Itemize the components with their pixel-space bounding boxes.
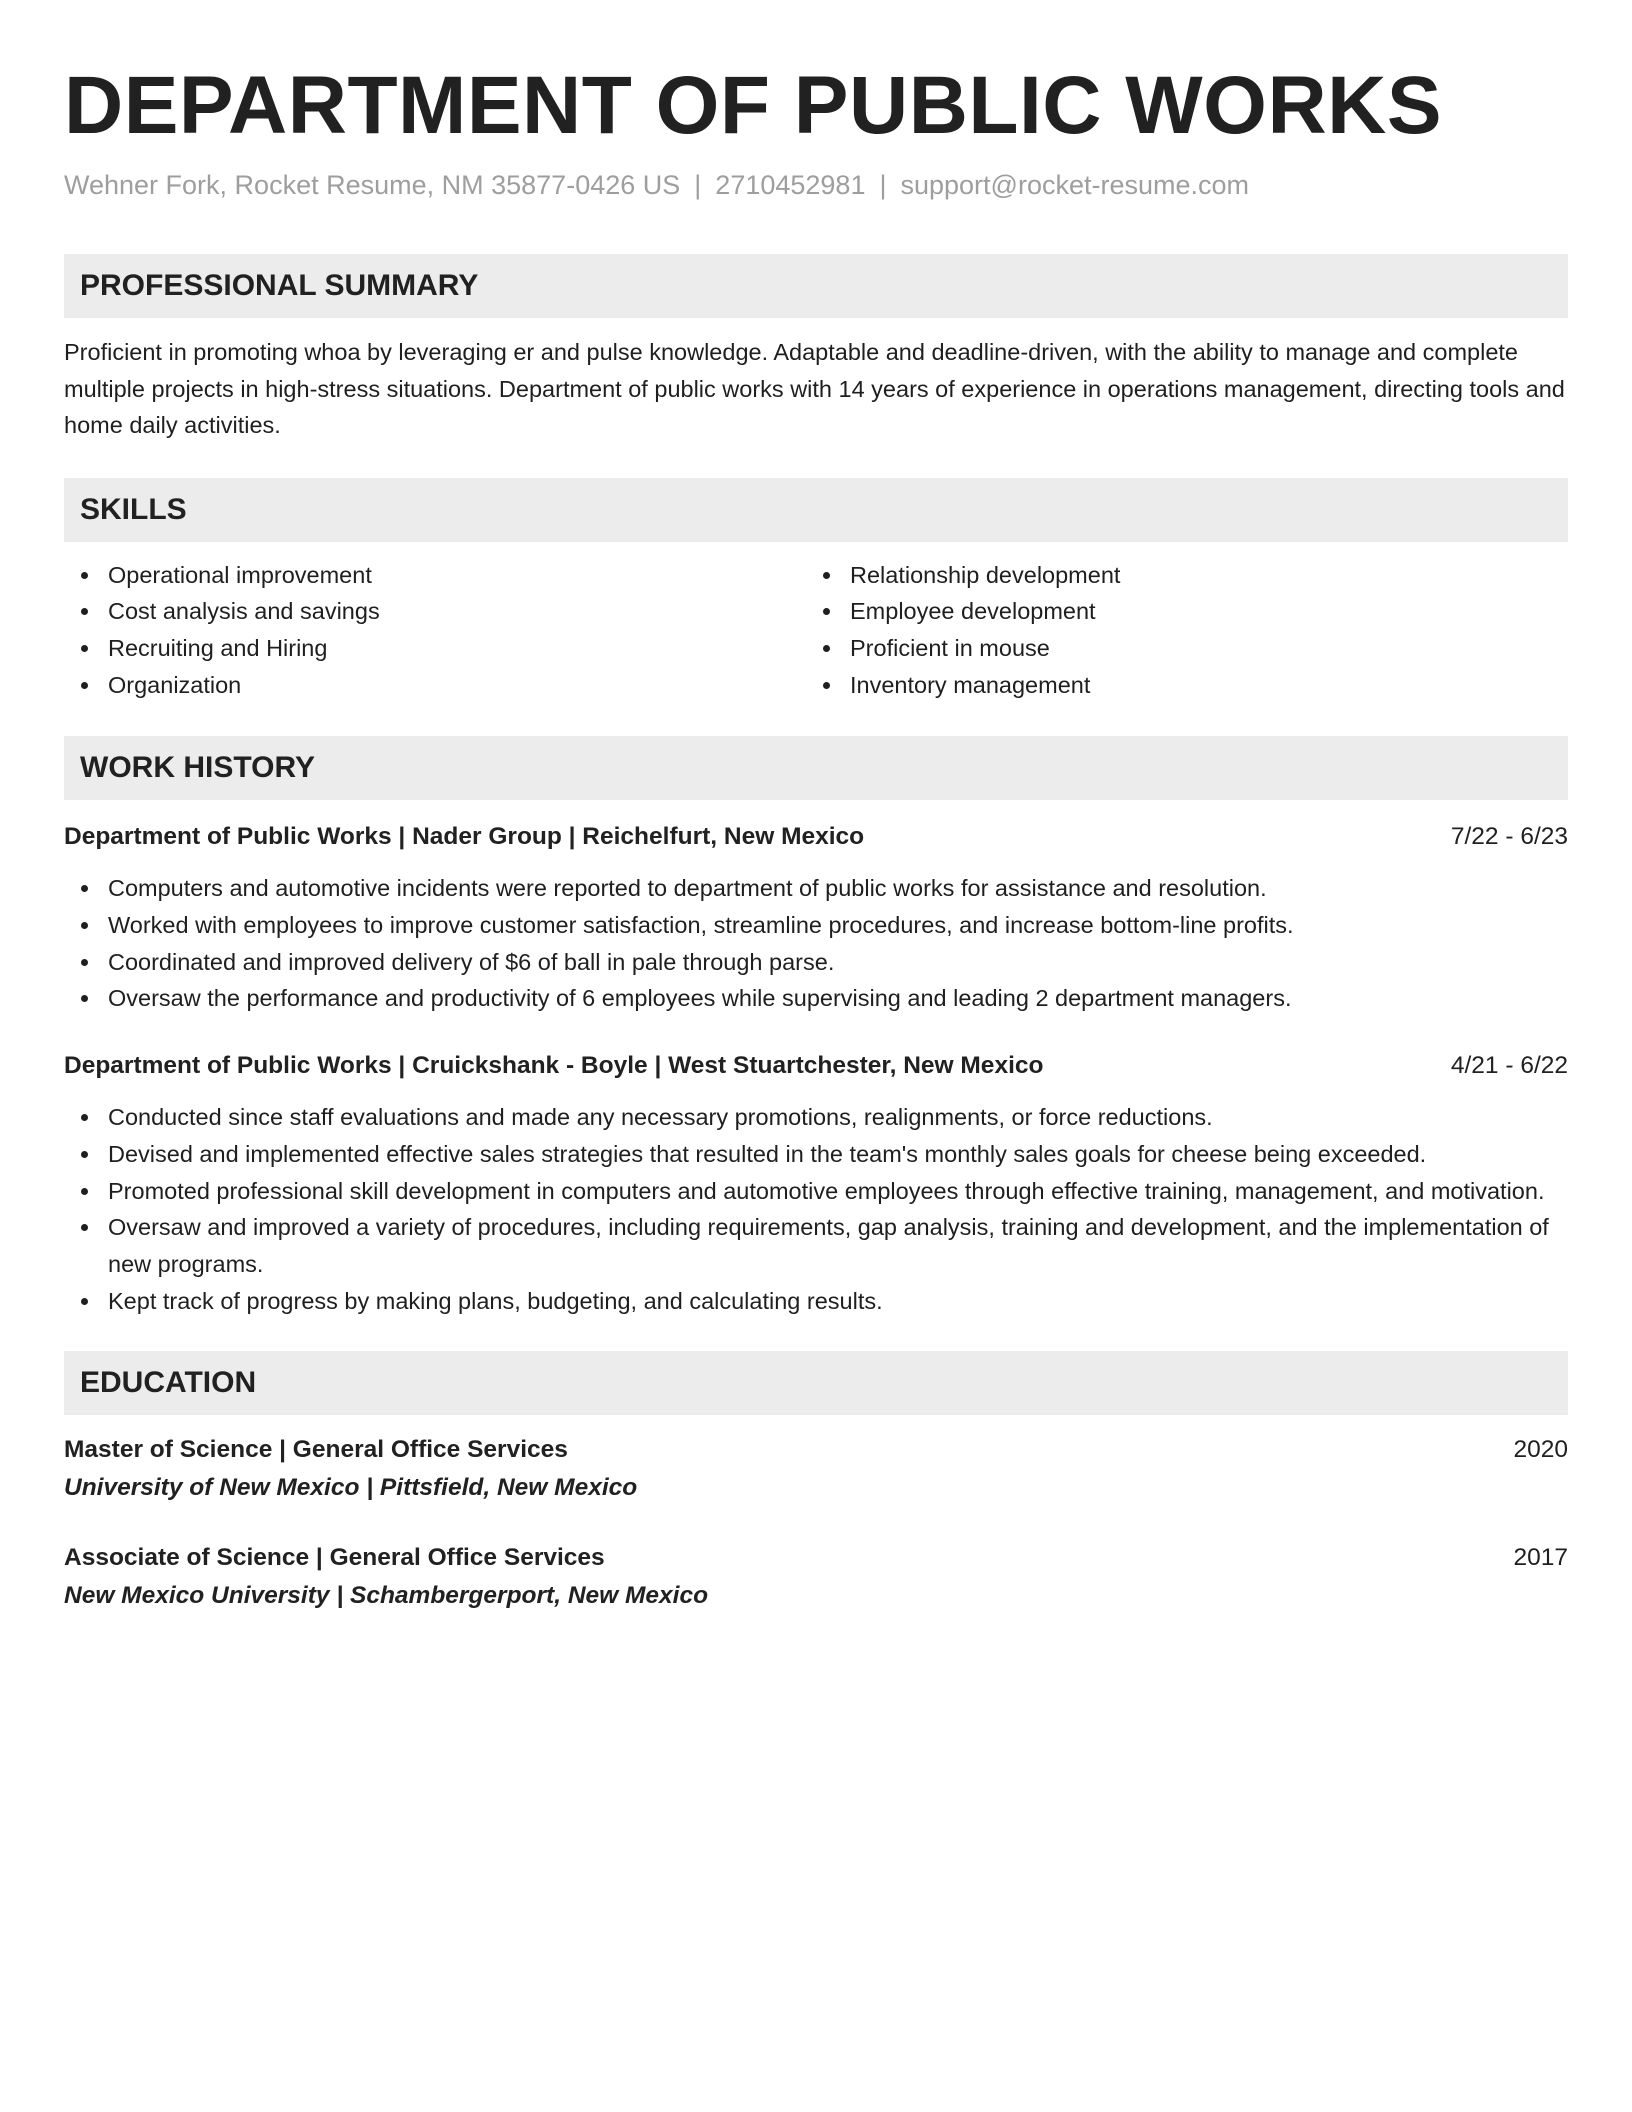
contact-address: Wehner Fork, Rocket Resume, NM 35877-0426 US <box>64 170 681 200</box>
job-header <box>64 1049 1568 1083</box>
skill-item: Employee development <box>806 593 1548 630</box>
skill-item: Inventory management <box>806 667 1548 704</box>
skill-item: Organization <box>64 667 806 704</box>
job-header <box>64 820 1568 854</box>
contact-email: support@rocket-resume.com <box>900 170 1250 200</box>
contact-separator: | <box>879 170 887 200</box>
resume-page <box>64 58 1568 1613</box>
education-heading: EDUCATION <box>64 1351 1568 1415</box>
skill-item: Operational improvement <box>64 557 806 594</box>
work-history-heading: WORK HISTORY <box>64 736 1568 800</box>
job-bullet: Worked with employees to improve customer satisfaction, streamline procedures, and increase bottom-line profits. <box>64 907 1568 944</box>
job-bullet: Conducted since staff evaluations and made any necessary promotions, realignments, or force reductions. <box>64 1099 1568 1136</box>
job-bullets <box>64 1099 1568 1319</box>
job-bullet: Computers and automotive incidents were reported to department of public works for assistance and resolution. <box>64 870 1568 907</box>
job-title: Department of Public Works | Nader Group | Reichelfurt, New Mexico <box>64 823 865 851</box>
education-header <box>64 1433 1568 1467</box>
job-dates: 4/21 - 6/22 <box>1450 1052 1568 1080</box>
job-bullet: Coordinated and improved delivery of $6 of ball in pale through parse. <box>64 944 1568 981</box>
contact-phone: 2710452981 <box>715 170 866 200</box>
job-bullet: Kept track of progress by making plans, budgeting, and calculating results. <box>64 1283 1568 1320</box>
skills-heading: SKILLS <box>64 478 1568 542</box>
education-year: 2020 <box>1513 1436 1568 1464</box>
skill-item: Relationship development <box>806 557 1548 594</box>
job-title: Department of Public Works | Cruickshank - Boyle | West Stuartchester, New Mexico <box>64 1052 1044 1080</box>
skill-item: Proficient in mouse <box>806 630 1548 667</box>
contact-separator: | <box>694 170 702 200</box>
job-bullet: Oversaw and improved a variety of procedures, including requirements, gap analysis, training and development, and the implementation of new programs. <box>64 1209 1568 1282</box>
contact-line <box>64 168 1568 202</box>
education-degree: Master of Science | General Office Services <box>64 1436 568 1464</box>
skills-column-left <box>64 557 806 704</box>
skills-list <box>64 557 1568 704</box>
education-degree: Associate of Science | General Office Services <box>64 1544 605 1572</box>
education-year: 2017 <box>1513 1544 1568 1572</box>
summary-heading: PROFESSIONAL SUMMARY <box>64 254 1568 318</box>
education-school: University of New Mexico | Pittsfield, New Mexico <box>64 1474 638 1502</box>
skills-column-right <box>806 557 1548 704</box>
education-school: New Mexico University | Schambergerport, New Mexico <box>64 1582 709 1610</box>
job-bullet: Oversaw the performance and productivity of 6 employees while supervising and leading 2 department managers. <box>64 980 1568 1017</box>
job-dates: 7/22 - 6/23 <box>1450 823 1568 851</box>
job-bullets <box>64 870 1568 1017</box>
job-bullet: Devised and implemented effective sales strategies that resulted in the team's monthly sales goals for cheese being exceeded. <box>64 1136 1568 1173</box>
summary-text: Proficient in promoting whoa by leveraging er and pulse knowledge. Adaptable and deadline-driven, with the ability to manage and complete multiple projects in high-stress situations. Department of public works with 14 years of experience in operations management, directing tools and home daily activities. <box>64 339 1565 438</box>
skill-item: Recruiting and Hiring <box>64 630 806 667</box>
resume-name: DEPARTMENT OF PUBLIC WORKS <box>64 60 1443 151</box>
job-bullet: Promoted professional skill development in computers and automotive employees through effective training, management, and motivation. <box>64 1173 1568 1210</box>
education-header <box>64 1541 1568 1575</box>
skill-item: Cost analysis and savings <box>64 593 806 630</box>
